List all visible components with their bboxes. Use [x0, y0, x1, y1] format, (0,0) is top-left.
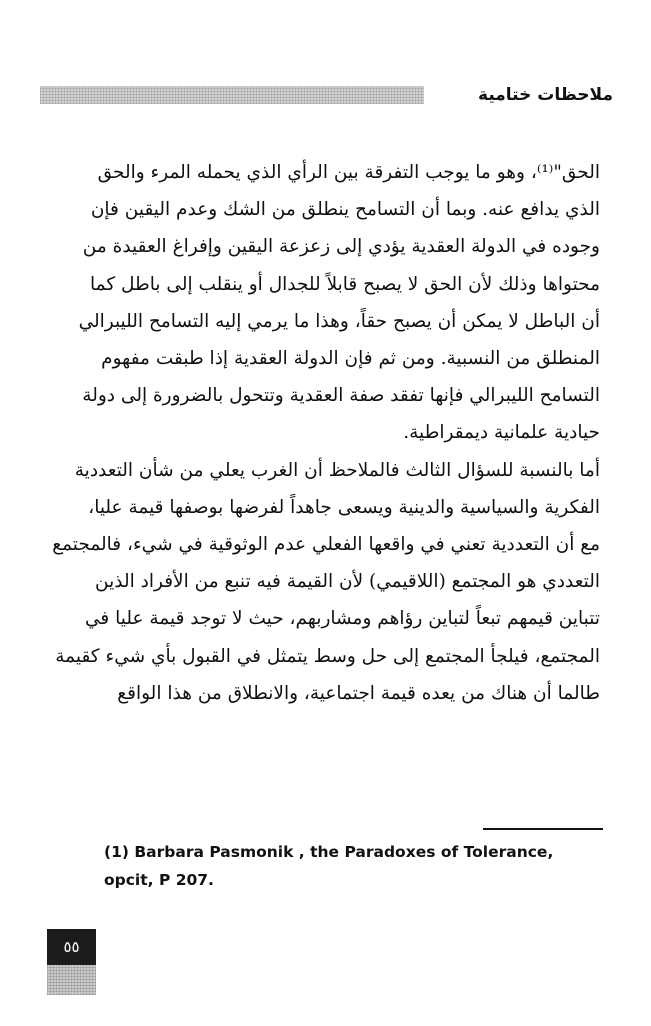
body-line: أن الباطل لا يمكن أن يصبح حقاً، وهذا ما يرمي إليه التسامح الليبرالي	[78, 310, 600, 332]
body-line: المنطلق من النسبية. ومن ثم فإن الدولة العقدية إذا طبقت مفهوم	[101, 348, 600, 370]
footnote-line: (1) Barbara Pasmonik , the Paradoxes of Tolerance,	[104, 843, 554, 861]
body-line: المجتمع، فيلجأ المجتمع إلى حل وسط يتمثل في القبول بأي شيء كقيمة	[55, 645, 600, 667]
body-line: الفكرية والسياسية والدينية ويسعى جاهداً لفرضها بوصفها قيمة عليا،	[88, 496, 600, 518]
body-line: التعددي هو المجتمع (اللاقيمي) لأن القيمة فيه تنبع من الأفراد الذين	[95, 571, 600, 593]
body-text	[48, 154, 600, 712]
body-line: الذي يدافع عنه. وبما أن التسامح ينطلق من الشك وعدم اليقين فإن	[90, 199, 600, 221]
running-header-title: ملاحظات ختامية	[478, 85, 613, 105]
body-line: حيادية علمانية ديمقراطية.	[403, 422, 600, 444]
page-number: ٥٥	[47, 929, 96, 965]
body-line: مع أن التعددية تعني في واقعها الفعلي عدم الوثوقية في شيء، فالمجتمع	[52, 534, 600, 556]
footnote-divider	[483, 828, 603, 830]
body-line: محتواها وذلك لأن الحق لا يصبح قابلاً للجدال أو ينقلب إلى باطل كما	[89, 273, 600, 295]
body-line: الحق"⁽¹⁾، وهو ما يوجب التفرقة بين الرأي الذي يحمله المرء والحق	[97, 162, 600, 183]
footnote	[104, 838, 584, 894]
header-decorative-band	[40, 86, 424, 104]
body-line: أما بالنسبة للسؤال الثالث فالملاحظ أن الغرب يعلي من شأن التعددية	[74, 459, 600, 481]
body-line: طالما أن هناك من يعده قيمة اجتماعية، والانطلاق من هذا الواقع	[117, 682, 600, 704]
body-line: التسامح الليبرالي فإنها تفقد صفة العقدية وتتحول بالضرورة إلى دولة	[82, 385, 600, 407]
body-line: وجوده في الدولة العقدية يؤدي إلى زعزعة اليقين وإفراغ العقيدة من	[82, 236, 600, 258]
page-number-decorative-stripe	[47, 965, 96, 995]
body-line: تتباين قيمهم تبعاً لتباين رؤاهم ومشاربهم، حيث لا توجد قيمة عليا في	[84, 608, 600, 630]
footnote-line: opcit, P 207.	[104, 871, 214, 889]
